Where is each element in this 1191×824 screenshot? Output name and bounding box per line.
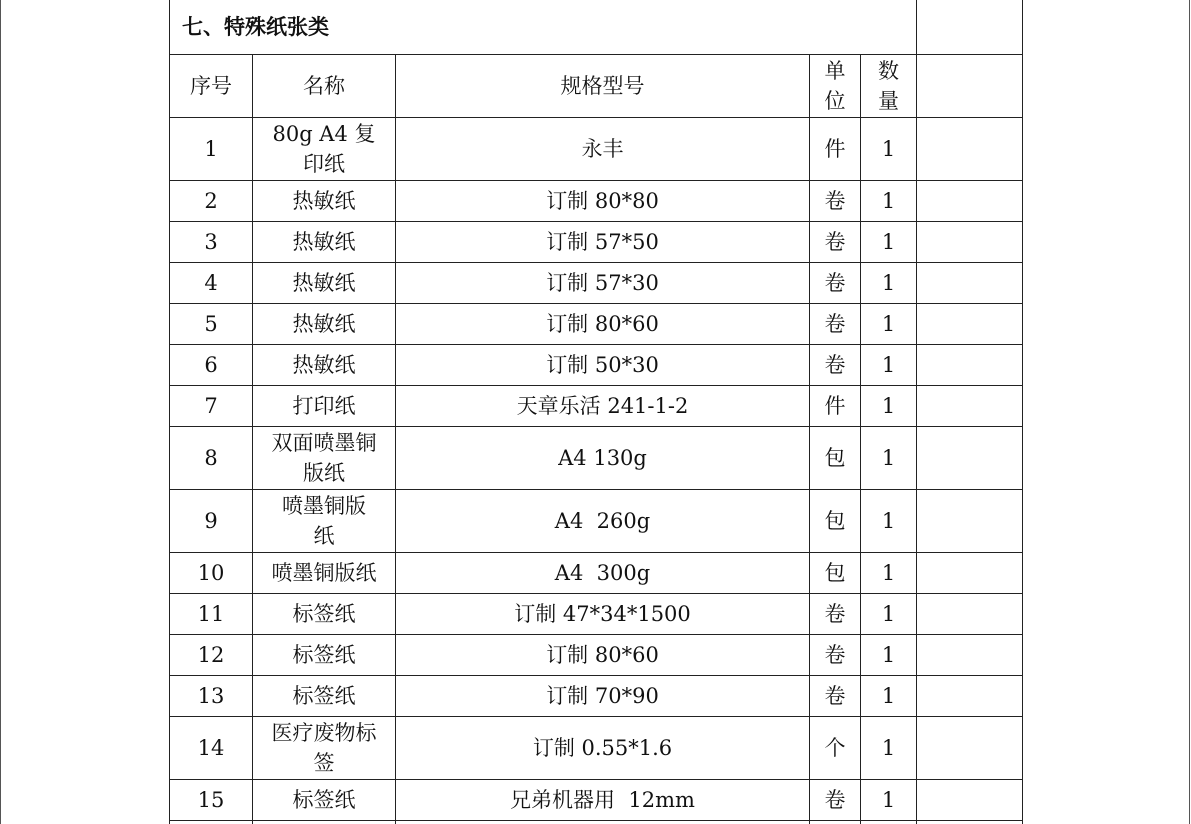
table-header-row [170,55,1023,118]
row-name-text: 医疗废物标签 [271,721,377,775]
row-name: 标签纸 [253,676,396,717]
row-index: 13 [170,676,253,717]
row-extra [917,118,1023,181]
row-qty: 1 [861,345,917,386]
header-qty [861,55,917,118]
cut-cell [253,821,396,824]
table-row [170,635,1023,676]
row-qty: 1 [861,386,917,427]
row-name-text: 80g A4 复印纸 [272,122,376,176]
row-extra [917,676,1023,717]
row-index: 1 [170,118,253,181]
row-qty: 1 [861,222,917,263]
table-row [170,118,1023,181]
row-qty: 1 [861,490,917,553]
table-row [170,427,1023,490]
header-qty-text: 数量 [878,59,899,113]
table-row [170,263,1023,304]
section-title-extra-cell [917,0,1023,55]
row-name [253,490,396,553]
row-extra [917,553,1023,594]
page-edge-right [1189,0,1190,824]
row-spec: 订制 50*30 [396,345,810,386]
row-extra [917,635,1023,676]
row-unit: 包 [810,427,861,490]
row-unit: 卷 [810,780,861,821]
row-qty: 1 [861,427,917,490]
row-spec: A4 130g [396,427,810,490]
row-unit: 个 [810,717,861,780]
row-unit: 件 [810,118,861,181]
row-extra [917,780,1023,821]
header-unit [810,55,861,118]
section-title-row [170,0,1023,55]
row-name-text: 喷墨铜版纸 [282,494,366,548]
row-unit: 卷 [810,222,861,263]
row-index: 5 [170,304,253,345]
row-spec: 订制 70*90 [396,676,810,717]
row-unit: 包 [810,553,861,594]
row-index: 11 [170,594,253,635]
row-name: 热敏纸 [253,263,396,304]
row-index: 15 [170,780,253,821]
row-spec: 订制 80*80 [396,181,810,222]
row-index: 10 [170,553,253,594]
row-name [253,427,396,490]
table-row [170,553,1023,594]
row-index: 2 [170,181,253,222]
row-qty: 1 [861,553,917,594]
section-title: 七、特殊纸张类 [170,0,917,55]
table-row [170,780,1023,821]
row-spec: 订制 0.55*1.6 [396,717,810,780]
header-unit-text: 单位 [824,59,846,113]
row-spec: 兄弟机器用 12mm [396,780,810,821]
row-extra [917,717,1023,780]
row-index: 14 [170,717,253,780]
row-spec: 天章乐活 241-1-2 [396,386,810,427]
row-name: 喷墨铜版纸 [253,553,396,594]
row-qty: 1 [861,181,917,222]
row-name: 标签纸 [253,635,396,676]
row-qty: 1 [861,263,917,304]
row-name [253,118,396,181]
row-name [253,717,396,780]
row-unit: 卷 [810,594,861,635]
table-row [170,345,1023,386]
table-row [170,222,1023,263]
row-extra [917,181,1023,222]
table-row-cut [170,821,1023,824]
row-unit: 卷 [810,635,861,676]
row-spec: 订制 57*30 [396,263,810,304]
row-qty: 1 [861,676,917,717]
row-index: 7 [170,386,253,427]
row-name: 标签纸 [253,780,396,821]
row-name: 热敏纸 [253,222,396,263]
row-name-text: 双面喷墨铜版纸 [271,431,377,485]
header-index: 序号 [170,55,253,118]
row-extra [917,263,1023,304]
row-qty: 1 [861,594,917,635]
header-spec: 规格型号 [396,55,810,118]
cut-cell [861,821,917,824]
row-spec: 订制 47*34*1500 [396,594,810,635]
row-qty: 1 [861,635,917,676]
row-extra [917,345,1023,386]
table-row [170,594,1023,635]
table-row [170,717,1023,780]
row-name: 热敏纸 [253,304,396,345]
row-qty: 1 [861,780,917,821]
row-unit: 件 [810,386,861,427]
row-unit: 卷 [810,304,861,345]
table-row [170,676,1023,717]
row-index: 3 [170,222,253,263]
table-row [170,181,1023,222]
row-spec: 永丰 [396,118,810,181]
row-index: 8 [170,427,253,490]
row-name: 打印纸 [253,386,396,427]
supplies-table [169,0,1023,824]
table-row [170,490,1023,553]
row-spec: 订制 80*60 [396,635,810,676]
cut-cell [396,821,810,824]
row-name: 热敏纸 [253,181,396,222]
row-unit: 卷 [810,181,861,222]
row-name: 标签纸 [253,594,396,635]
row-name: 热敏纸 [253,345,396,386]
row-index: 6 [170,345,253,386]
row-spec: A4 260g [396,490,810,553]
row-extra [917,304,1023,345]
row-extra [917,594,1023,635]
cut-cell [170,821,253,824]
row-extra [917,222,1023,263]
cut-cell [810,821,861,824]
cut-cell [917,821,1023,824]
row-unit: 卷 [810,676,861,717]
row-extra [917,427,1023,490]
row-spec: A4 300g [396,553,810,594]
row-spec: 订制 57*50 [396,222,810,263]
header-name: 名称 [253,55,396,118]
row-index: 12 [170,635,253,676]
page-edge-left [0,0,1,824]
row-extra [917,386,1023,427]
row-qty: 1 [861,118,917,181]
row-qty: 1 [861,717,917,780]
header-extra [917,55,1023,118]
table-row [170,304,1023,345]
row-unit: 卷 [810,345,861,386]
row-unit: 包 [810,490,861,553]
row-index: 4 [170,263,253,304]
row-index: 9 [170,490,253,553]
table-row [170,386,1023,427]
row-unit: 卷 [810,263,861,304]
row-qty: 1 [861,304,917,345]
row-extra [917,490,1023,553]
row-spec: 订制 80*60 [396,304,810,345]
